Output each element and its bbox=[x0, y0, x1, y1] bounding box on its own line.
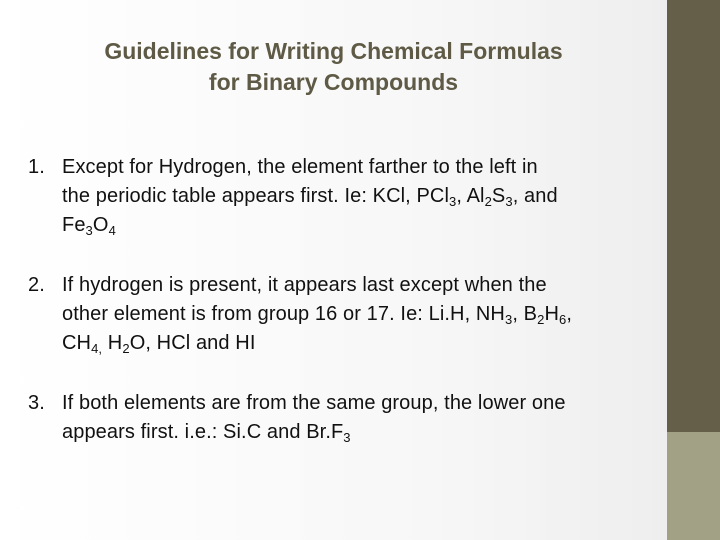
subscript: 4, bbox=[91, 341, 103, 356]
subscript: 4 bbox=[108, 223, 116, 238]
subscript: 3 bbox=[85, 223, 93, 238]
subscript: 6 bbox=[558, 312, 567, 327]
item-number: 3. bbox=[28, 392, 45, 414]
item-text-line: Except for Hydrogen, the element farther to the left in bbox=[62, 156, 538, 178]
sidebar-accent-light bbox=[667, 432, 720, 540]
title-line-2: for Binary Compounds bbox=[208, 69, 459, 95]
subscript: 2 bbox=[122, 341, 130, 356]
subscript: 3 bbox=[343, 430, 351, 445]
item-text-line: If hydrogen is present, it appears last except when the bbox=[62, 274, 547, 296]
title-line-1: Guidelines for Writing Chemical Formulas bbox=[104, 38, 563, 64]
item-text-line: appears first. i.e.: Si.C and $Br.F_3$ bbox=[62, 421, 351, 445]
subscript: 3 bbox=[449, 194, 457, 209]
item-text-line: the periodic table appears first. Ie: KCl, PCl$_3$, $Al_2S_3$, and bbox=[62, 185, 558, 209]
guideline-item bbox=[28, 389, 663, 447]
subscript: 3 bbox=[504, 312, 513, 327]
item-text-line: If both elements are from the same group, the lower one bbox=[62, 392, 566, 414]
item-text-line: other element is from group 16 or 17. Ie: Li.H, $NH_3$, $B_2H_6$, bbox=[62, 303, 572, 327]
guideline-item bbox=[28, 271, 663, 358]
item-text-line: $CH_{4,}$ $H_2O$, HCl and HI bbox=[62, 332, 256, 356]
guideline-item bbox=[28, 153, 663, 240]
sidebar-accent-dark bbox=[667, 0, 720, 432]
item-text-line: $Fe_3O_4$ bbox=[62, 214, 116, 238]
item-number: 2. bbox=[28, 274, 45, 296]
subscript: 2 bbox=[484, 194, 492, 209]
subscript: 3 bbox=[505, 194, 513, 209]
guideline-list bbox=[28, 153, 663, 478]
slide-title bbox=[0, 36, 667, 98]
subscript: 2 bbox=[537, 312, 545, 327]
item-number: 1. bbox=[28, 156, 45, 178]
